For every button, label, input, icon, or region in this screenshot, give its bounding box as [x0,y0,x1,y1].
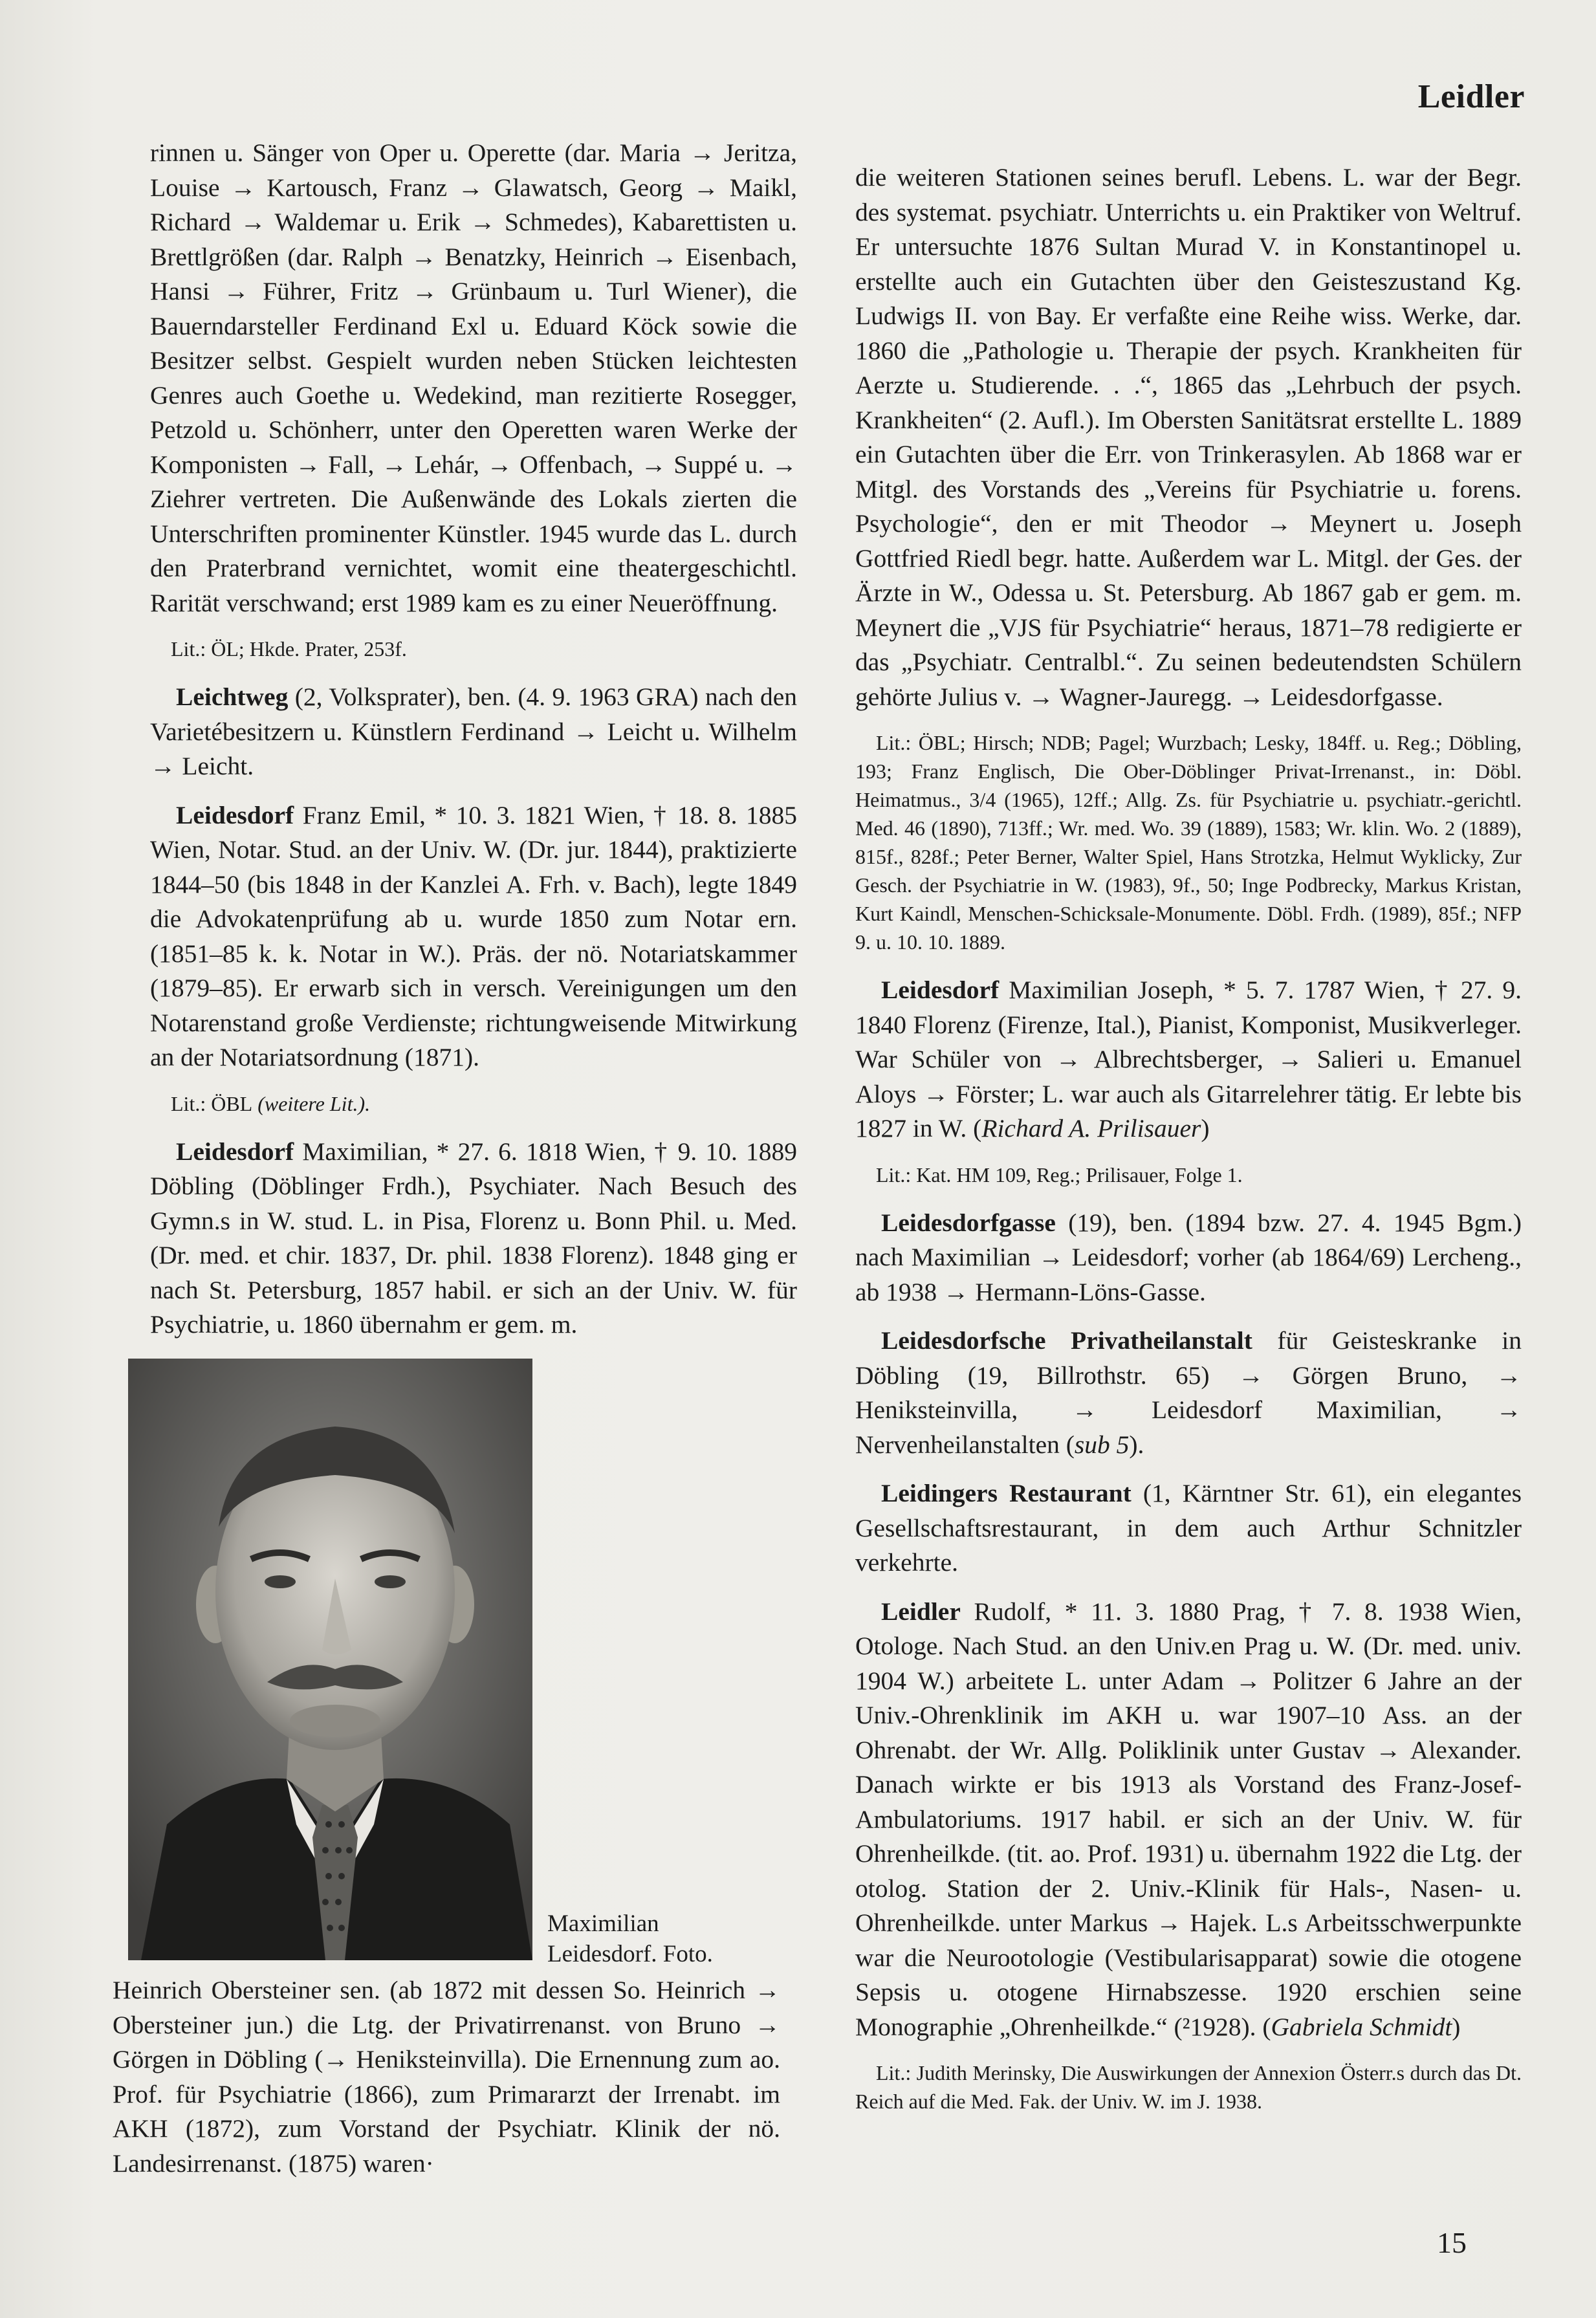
page-number: 15 [1437,2226,1467,2259]
lit-reference: Lit.: ÖL; Hkde. Prater, 253f. [171,637,407,661]
portrait-illustration [128,1359,532,1960]
entry-text: (1, Kärntner Str. 61), ein elegantes Gesellschaftsrestaurant, in dem auch Arthur Schnitzler verkehrte. [855,1479,1522,1577]
entry-leidingers-restaurant [855,1476,1522,1580]
lit-text: Lit.: ÖBL [171,1091,253,1115]
entry-text: Maximilian Joseph, * 5. 7. 1787 Wien, † 27. 9. 1840 Florenz (Firenze, Ital.), Pianist, Komponist, Musikverleger. War Schüler von → Albrechtsberger, → Salieri u. Emanuel Aloys → Förster; L. war auch als Gitarrelehrer tätig. Er lebte bis 1827 in W. ( [855,976,1522,1143]
entry-continuation-after-photo: Heinrich Obersteiner sen. (ab 1872 mit dessen So. Heinrich → Obersteiner jun.) die Ltg. der Privatirrenanst. von Bruno → Görgen in Döbling (→ Heniksteinvilla). Die Ernennung zum ao. Prof. für Psychiatrie (1866), zum Primararzt der Irrenabt. im AKH (1872), zum Vorstand der Psychiatr. Klinik der nö. Landesirrenanst. (1875) waren· [113,1976,780,2178]
entry-text-end: ) [1201,1114,1210,1143]
headword: Leidingers Restaurant [881,1479,1131,1507]
headword: Leidesdorf [881,976,1000,1004]
entry-continuation-right: die weiteren Stationen seines berufl. Lebens. L. war der Begr. des systemat. psychiatr. Unterrichts u. ein Praktiker von Weltruf. Er untersuchte 1876 Sultan Murad V. in Konstantinopel u. erstellte auch ein Gutachten über den Geisteszustand Kg. Ludwigs II. von Bay. Er verfaßte eine Reihe wiss. Werke, dar. 1860 die „Pathologie u. Therapie der psych. Krankheiten für Aerzte u. Studierende. . .“, 1865 das „Lehrbuch der psych. Krankheiten“ (2. Aufl.). Im Obersten Sanitätsrat erstellte L. 1889 ein Gutachten über die Err. von Trinkerasylen. Ab 1868 war er Mitgl. des Vorstands des „Vereins für Psychiatrie u. forens. Psychologie“, den er mit Theodor → Meynert u. Joseph Gottfried Riedl begr. hatte. Außerdem war L. Mitgl. der Ges. der Ärzte in W., Odessa u. St. Petersburg. Ab 1867 gab er gem. m. Meynert die „VJS für Psychiatrie“ heraus, 1871–78 redigierte er das „Psychiatr. Centralbl.“. Zu seinen bedeutendsten Schülern gehörte Julius v. → Wagner-Jauregg. → Leidesdorfgasse. [855,163,1522,711]
portrait-photo [128,1359,532,1960]
entry-leidesdorf-maximilian-joseph [855,973,1522,1146]
entry-leidler-rudolf [855,1595,1522,2045]
headword: Leidesdorf [176,1137,294,1166]
lit-italic: (weitere Lit.). [252,1091,371,1115]
entry-text: für Geisteskranke in Döbling (19, Billrothstr. 65) → Görgen Bruno, → Heniksteinvilla, → Leidesdorf Maximilian, → Nervenheilanstalten ( [855,1326,1522,1459]
entry-leidesdorf-maximilian [150,1135,797,1342]
entry-text: (19), ben. (1894 bzw. 27. 4. 1945 Bgm.) nach Maximilian → Leidesdorf; vorher (ab 1864/69) Lercheng., ab 1938 → Hermann-Löns-Gasse. [855,1208,1522,1306]
lit-reference: Lit.: Kat. HM 109, Reg.; Prilisauer, Folge 1. [876,1163,1243,1186]
entry-leidesdorfsche-privatheilanstalt [855,1324,1522,1462]
entry-leichtweg [150,680,797,784]
photo-caption: Maximilian Leidesdorf. Foto. [547,1910,713,1967]
left-column-bottom [113,1973,780,2195]
entry-text-end: ) [1452,2012,1461,2041]
entry-continuation-left: rinnen u. Sänger von Oper u. Operette (dar. Maria → Jeritza, Louise → Kartousch, Franz → Glawatsch, Georg → Maikl, Richard → Waldemar u. Erik → Schmedes), Kabarettisten u. Brettlgrößen (dar. Ralph → Benatzky, Heinrich → Eisenbach, Hansi → Führer, Fritz → Grünbaum u. Turl Wiener), die Bauerndarsteller Ferdinand Exl u. Eduard Köck sowie die Besitzer selbst. Gespielt wurden neben Stücken leichtesten Genres auch Goethe u. Wedekind, man rezitierte Rosegger, Petzold u. Schönherr, unter den Operetten waren Werke der Komponisten → Fall, → Lehár, → Offenbach, → Suppé u. → Ziehrer vertreten. Die Außenwände des Lokals zierten die Unterschriften prominenter Künstler. 1945 wurde das L. durch den Praterbrand vernichtet, womit eine theatergeschichtl. Rarität verschwand; erst 1989 kam es zu einer Neueröffnung. [150,138,797,617]
entry-text: Maximilian, * 27. 6. 1818 Wien, † 9. 10. 1889 Döbling (Döblinger Frdh.), Psychiater. Nach Besuch des Gymn.s in W. stud. L. in Pisa, Florenz u. Bonn Phil. u. Med. (Dr. med. et chir. 1837, Dr. phil. 1838 Florenz). 1848 ging er nach St. Petersburg, 1857 habil. er sich an der Univ. W. für Psychiatrie, u. 1860 übernahm er gem. m. [150,1137,797,1339]
entry-leidesdorf-franz-emil [150,798,797,1075]
entry-text: (2, Volksprater), ben. (4. 9. 1963 GRA) nach den Varietébesitzern u. Künstlern Ferdinand → Leicht u. Wilhelm → Leicht. [150,683,797,780]
headword: Leidesdorfgasse [881,1208,1056,1237]
headword: Leidler [881,1597,961,1626]
lit-reference: Lit.: ÖBL; Hirsch; NDB; Pagel; Wurzbach; Lesky, 184ff. u. Reg.; Döbling, 193; Franz Englisch, Die Ober-Döblinger Privat-Irrenanst., in: Döbl. Heimatmus., 3/4 (1965), 12ff.; Allg. Zs. für Psychiatrie u. psychiatr.-gerichtl. Med. 46 (1890), 713ff.; Wr. med. Wo. 39 (1889), 1583; Wr. klin. Wo. 2 (1889), 815f., 828f.; Peter Berner, Walter Spiel, Hans Strotzka, Helmut Wyklicky, Zur Gesch. der Psychiatrie in W. (1983), 9f., 50; Inge Podbrecky, Markus Kristan, Kurt Kaindl, Menschen-Schicksale-Monumente. Döbl. Frdh. (1989), 85f.; NFP 9. u. 10. 10. 1889. [855,731,1522,954]
headword: Leidesdorf [176,800,294,829]
right-column [855,160,1522,2132]
entry-leidesdorfgasse [855,1206,1522,1310]
author-name: Richard A. Prilisauer [981,1114,1201,1143]
headword: Leidesdorfsche Privatheilanstalt [881,1326,1252,1355]
left-column [150,136,797,1357]
author-name: Gabriela Schmidt [1271,2012,1452,2041]
entry-text: Rudolf, * 11. 3. 1880 Prag, † 7. 8. 1938 Wien, Otologe. Nach Stud. an den Univ.en Prag u. W. (Dr. med. univ. 1904 W.) arbeitete L. unter Adam → Politzer 6 Jahre an der Univ.-Ohrenklinik im AKH u. war 1907–10 Ass. an der Ohrenabt. der Wr. Allg. Poliklinik unter Gustav → Alexander. Danach wirkte er bis 1913 als Vorstand des Franz-Josef-Ambulatoriums. 1917 habil. er sich an der Univ. W. für Ohrenheilkde. (tit. ao. Prof. 1931) u. übernahm 1922 die Ltg. der otolog. Station der 2. Univ.-Klinik für Hals-, Nasen- u. Ohrenheilkde. unter Markus → Hajek. L.s Arbeitsschwerpunkte war die Neurootologie (Vestibularisapparat) sowie die otogene Sepsis u. otogene Hirnabszesse. 1920 erschien seine Monographie „Ohrenheilkde.“ (²1928). ( [855,1597,1522,2041]
entry-text: Franz Emil, * 10. 3. 1821 Wien, † 18. 8. 1885 Wien, Notar. Stud. an der Univ. W. (Dr. jur. 1844), praktizierte 1844–50 (bis 1848 in der Kanzlei A. Frh. v. Bach), legte 1849 die Advokatenprüfung ab u. wurde 1850 zum Notar ern. (1851–85 k. k. Notar in W.). Präs. der nö. Notariatskammer (1879–85). Er erwarb sich in versch. Vereinigungen um den Notarenstand große Verdienste; richtungweisende Mitwirkung an der Notariatsordnung (1871). [150,800,797,1071]
sub-reference: sub 5 [1074,1430,1130,1459]
headword: Leichtweg [176,683,289,711]
entry-text-end: ). [1129,1430,1144,1459]
lit-reference: Lit.: Judith Merinsky, Die Auswirkungen der Annexion Österr.s durch das Dt. Reich auf die Med. Fak. der Univ. W. im J. 1938. [855,2061,1522,2113]
lit-reference [150,1089,797,1118]
running-head: Leidler [1417,78,1525,115]
